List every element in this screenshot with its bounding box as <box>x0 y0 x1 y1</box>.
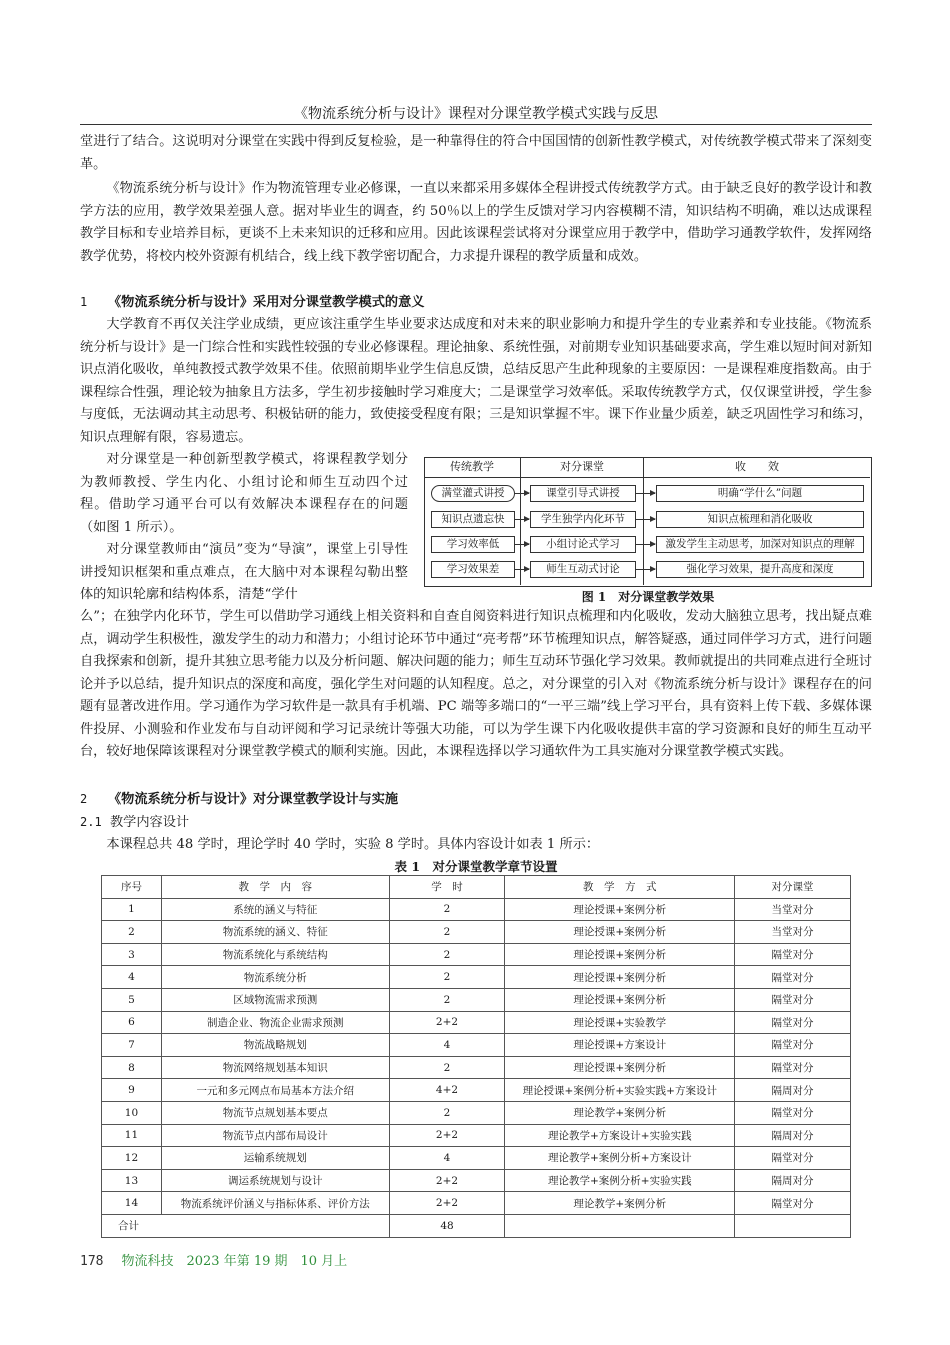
table-cell: 理论教学+案例分析 <box>505 1192 735 1215</box>
table-cell: 隔堂对分 <box>735 1034 851 1057</box>
figure-header-traditional: 传统教学 <box>450 460 494 473</box>
table-cell: 12 <box>102 1147 162 1170</box>
table-cell: 7 <box>102 1034 162 1057</box>
table-cell: 隔周对分 <box>735 1124 851 1147</box>
table-cell: 当堂对分 <box>735 898 851 921</box>
table-row <box>102 988 851 1011</box>
table-cell: 理论教学+案例分析 <box>505 1101 735 1124</box>
table-cell: 理论授课+案例分析 <box>505 921 735 944</box>
table-row <box>102 1011 851 1034</box>
effect-box: 明确“学什么”问题 <box>656 485 864 502</box>
table-cell: 2+2 <box>389 1192 505 1215</box>
traditional-box: 学习效果差 <box>431 561 515 578</box>
table-row <box>102 1079 851 1102</box>
section-2-heading <box>80 788 872 812</box>
table-cell: 2 <box>389 988 505 1011</box>
figure-header-effect: 收 效 <box>735 460 779 473</box>
table-cell: 隔堂对分 <box>735 943 851 966</box>
running-head: 《物流系统分析与设计》课程对分课堂教学模式实践与反思 <box>294 106 658 122</box>
table-cell: 理论授课+案例分析 <box>505 966 735 989</box>
table-cell: 13 <box>102 1169 162 1192</box>
table-cell: 隔堂对分 <box>735 1192 851 1215</box>
figure-1 <box>424 457 872 589</box>
table-cell: 理论授课+案例分析 <box>505 1056 735 1079</box>
table-row <box>102 1124 851 1147</box>
table-cell: 调运系统规划与设计 <box>161 1169 389 1192</box>
section-1-paragraph-3-continued: 么”；在独学内化环节，学生可以借助学习通线上相关资料和自查自阅资料进行知识点梳理和内化吸收，发动大脑独立思考，找出疑点难点，调动学生积极性，激发学生的动力和潜力；小组讨论环节中通过“亮考帮”环节梳理知识点，解答疑惑，通过同伴学习方式，进行问题自我探索和创新，提升其独立思考能力以及分析问题、解决问题的能力；师生互动环节强化学习效果。教师就提出的共同难点进行全班讨论并予以总结，提升知识点的深度和高度，强化学生对问题的认知程度。总之，对分课堂的引入对《物流系统分析与设计》课程存在的问题有显著改进作用。学习通作为学习软件是一款具有手机端、PC 端等多端口的“一平三端”线上学习平台，具有资料上传下载、多媒体课件投屏、小测验和作业发布与自动评阅和学习记录统计等强大功能，可以为学生课下内化吸收提供丰富的学习资源和良好的师生互动平台，较好地保障该课程对分课堂教学模式的顺利实施。因此，本课程选择以学习通软件为工具实施对分课堂教学模式实践。 <box>80 609 872 759</box>
table-row <box>102 1034 851 1057</box>
duifen-box: 小组讨论式学习 <box>530 536 636 553</box>
page-number: 178 <box>80 1254 104 1269</box>
table-cell: 制造企业、物流企业需求预测 <box>161 1011 389 1034</box>
table-cell: 理论教学+方案设计+实验实践 <box>505 1124 735 1147</box>
table-row <box>102 1169 851 1192</box>
table-cell: 理论授课+实验教学 <box>505 1011 735 1034</box>
table-cell: 物流系统化与系统结构 <box>161 943 389 966</box>
intro-paragraph-1: 堂进行了结合。这说明对分课堂在实践中得到反复检验，是一种靠得住的符合中国国情的创新性教学模式，对传统教学模式带来了深刻变革。 <box>80 134 872 172</box>
table-cell: 4 <box>389 1034 505 1057</box>
table-cell: 理论授课+方案设计 <box>505 1034 735 1057</box>
table-cell <box>505 1214 735 1237</box>
figure-1-caption: 图 1 对分课堂教学效果 <box>581 590 715 604</box>
duifen-box: 学生独学内化环节 <box>530 511 636 528</box>
table-cell: 2 <box>389 943 505 966</box>
table-cell: 一元和多元网点布局基本方法介绍 <box>161 1079 389 1102</box>
section-1-paragraph-2: 对分课堂是一种创新型教学模式，将课程教学划分为教师教授、学生内化、小组讨论和师生互动四个过程。借助学习通平台可以有效解决本课程存在的问题（如图 1 所示）。 <box>80 452 408 535</box>
table-cell: 5 <box>102 988 162 1011</box>
table-row <box>102 966 851 989</box>
table-cell: 隔周对分 <box>735 1169 851 1192</box>
section-1-paragraph-3-wrapped: 对分课堂教师由“演员”变为“导演”，课堂上引导性讲授知识框架和重点难点，在大脑中对本课程勾勒出整体的知识轮廓和结构体系，清楚“学什 <box>80 542 408 602</box>
figure-header-duifen: 对分课堂 <box>560 460 604 473</box>
effect-box: 激发学生主动思考，加深对知识点的理解 <box>656 536 864 553</box>
table-cell: 隔周对分 <box>735 1079 851 1102</box>
table-cell: 理论授课+案例分析 <box>505 988 735 1011</box>
table-cell: 11 <box>102 1124 162 1147</box>
traditional-box: 满堂灌式讲授 <box>431 485 515 502</box>
duifen-box: 师生互动式讨论 <box>530 561 636 578</box>
subsection-2-1-title: 教学内容设计 <box>110 815 190 830</box>
figure-header-rule <box>424 477 870 478</box>
subsection-2-1-heading <box>80 811 872 835</box>
effect-box: 强化学习效果，提升高度和深度 <box>656 561 864 578</box>
section-2-title: 《物流系统分析与设计》对分课堂教学设计与实施 <box>108 792 399 807</box>
table-cell: 物流节点内部布局设计 <box>161 1124 389 1147</box>
table-cell: 物流网络规划基本知识 <box>161 1056 389 1079</box>
table-cell: 6 <box>102 1011 162 1034</box>
table-row <box>102 1101 851 1124</box>
table-row <box>102 1147 851 1170</box>
section-1-paragraph-1: 大学教育不再仅关注学业成绩，更应该注重学生毕业要求达成度和对未来的职业影响力和提升学生的专业素养和专业技能。《物流系统分析与设计》是一门综合性和实践性较强的专业必修课程。理论抽象、系统性强，对前期专业知识基础要求高，学生难以短时间对新知识点消化吸收，单纯教授式教学效果不佳。依照前期毕业学生信息反馈，总结反思产生此种现象的主要原因：一是课程难度指数高。由于课程综合性强，理论较为抽象且方法多，学生初步接触时学习难度大；二是课堂学习效率低。采取传统教学方式，仅仅课堂讲授，学生参与度低，无法调动其主动思考、积极钻研的能力，致使接受程度有限；三是知识掌握不牢。课下作业量少质差，缺乏巩固性学习和练习，知识点理解有限，容易遗忘。 <box>80 317 872 445</box>
table-cell: 隔堂对分 <box>735 1056 851 1079</box>
table-cell: 4 <box>102 966 162 989</box>
table-cell: 隔堂对分 <box>735 988 851 1011</box>
table-body <box>102 898 851 1214</box>
table-cell: 系统的涵义与特征 <box>161 898 389 921</box>
table-cell: 2 <box>102 921 162 944</box>
table-cell: 运输系统规划 <box>161 1147 389 1170</box>
table-cell: 区域物流需求预测 <box>161 988 389 1011</box>
journal-info: 物流科技 2023 年第 19 期 10 月上 <box>121 1254 348 1269</box>
table-cell: 2 <box>389 966 505 989</box>
table-cell: 当堂对分 <box>735 921 851 944</box>
table-total-row <box>102 1214 851 1237</box>
duifen-box: 课堂引导式讲授 <box>530 485 636 502</box>
table-cell: 2 <box>389 898 505 921</box>
table-row <box>102 898 851 921</box>
table-cell: 物流节点规划基本要点 <box>161 1101 389 1124</box>
total-hours: 48 <box>389 1214 505 1237</box>
subsection-2-1-paragraph: 本课程总共 48 学时，理论学时 40 学时，实验 8 学时。具体内容设计如表 1 所示： <box>106 837 600 852</box>
table-row <box>102 921 851 944</box>
total-label: 合计 <box>102 1214 390 1237</box>
page-footer <box>80 1250 347 1269</box>
table-1 <box>101 875 851 1238</box>
table-cell: 理论教学+案例分析+方案设计 <box>505 1147 735 1170</box>
table-cell: 隔堂对分 <box>735 1101 851 1124</box>
table-cell: 2 <box>389 1101 505 1124</box>
flow-arrow <box>635 493 655 494</box>
flow-arrow <box>635 569 655 570</box>
table-cell <box>735 1214 851 1237</box>
table-cell: 理论授课+案例分析 <box>505 898 735 921</box>
table-cell: 1 <box>102 898 162 921</box>
table-cell: 物流系统分析 <box>161 966 389 989</box>
flow-arrow <box>635 519 655 520</box>
table-cell: 物流系统评价涵义与指标体系、评价方法 <box>161 1192 389 1215</box>
table-header-cell: 对分课堂 <box>735 876 851 899</box>
header-rule <box>80 124 872 125</box>
table-cell: 10 <box>102 1101 162 1124</box>
table-cell: 隔堂对分 <box>735 1011 851 1034</box>
table-cell: 理论授课+案例分析+实验实践+方案设计 <box>505 1079 735 1102</box>
table-cell: 2 <box>389 1056 505 1079</box>
intro-paragraph-2: 《物流系统分析与设计》作为物流管理专业必修课，一直以来都采用多媒体全程讲授式传统教学方式。由于缺乏良好的教学设计和教学方法的应用，教学效果差强人意。据对毕业生的调查，约 50％以上的学生反馈对学习内容模糊不清，知识结构不明确，难以达成课程教学目标和专业培养目标，更谈不上未来知识的迁移和应用。因此该课程尝试将对分课堂应用于教学中，借助学习通教学软件，发挥网络教学优势，将校内校外资源有机结合，线上线下教学密切配合，力求提升课程的教学质量和成效。 <box>80 181 872 264</box>
table-cell: 4+2 <box>389 1079 505 1102</box>
traditional-box: 知识点遗忘快 <box>431 511 515 528</box>
table-row <box>102 943 851 966</box>
table-cell: 14 <box>102 1192 162 1215</box>
flow-arrow <box>514 544 529 545</box>
table-header-row <box>102 876 851 899</box>
table-cell: 2+2 <box>389 1124 505 1147</box>
table-cell: 理论授课+案例分析 <box>505 943 735 966</box>
table-cell: 物流战略规划 <box>161 1034 389 1057</box>
flow-arrow <box>514 519 529 520</box>
table-header-cell: 教 学 内 容 <box>161 876 389 899</box>
table-header-cell: 序号 <box>102 876 162 899</box>
table-header-cell: 学 时 <box>389 876 505 899</box>
table-cell: 3 <box>102 943 162 966</box>
effect-box: 知识点梳理和消化吸收 <box>656 511 864 528</box>
subsection-2-1-number: 2.1 <box>80 815 102 829</box>
flow-arrow <box>514 569 529 570</box>
table-cell: 2 <box>389 921 505 944</box>
table-cell: 理论教学+案例分析+实验实践 <box>505 1169 735 1192</box>
table-cell: 隔堂对分 <box>735 966 851 989</box>
table-cell: 隔堂对分 <box>735 1147 851 1170</box>
table-row <box>102 1192 851 1215</box>
table-1-caption: 表 1 对分课堂教学章节设置 <box>394 859 558 874</box>
flow-arrow <box>635 544 655 545</box>
table-cell: 物流系统的涵义、特征 <box>161 921 389 944</box>
table-header-cell: 教 学 方 式 <box>505 876 735 899</box>
table-cell: 4 <box>389 1147 505 1170</box>
table-cell: 9 <box>102 1079 162 1102</box>
table-row <box>102 1056 851 1079</box>
table-cell: 2+2 <box>389 1011 505 1034</box>
table-cell: 2+2 <box>389 1169 505 1192</box>
section-2-number: 2 <box>80 792 88 806</box>
section-1-number: 1 <box>80 295 88 309</box>
table-cell: 8 <box>102 1056 162 1079</box>
section-1-title: 《物流系统分析与设计》采用对分课堂教学模式的意义 <box>108 295 425 310</box>
flow-arrow <box>514 493 529 494</box>
traditional-box: 学习效率低 <box>431 536 515 553</box>
section-1-heading <box>80 291 872 315</box>
